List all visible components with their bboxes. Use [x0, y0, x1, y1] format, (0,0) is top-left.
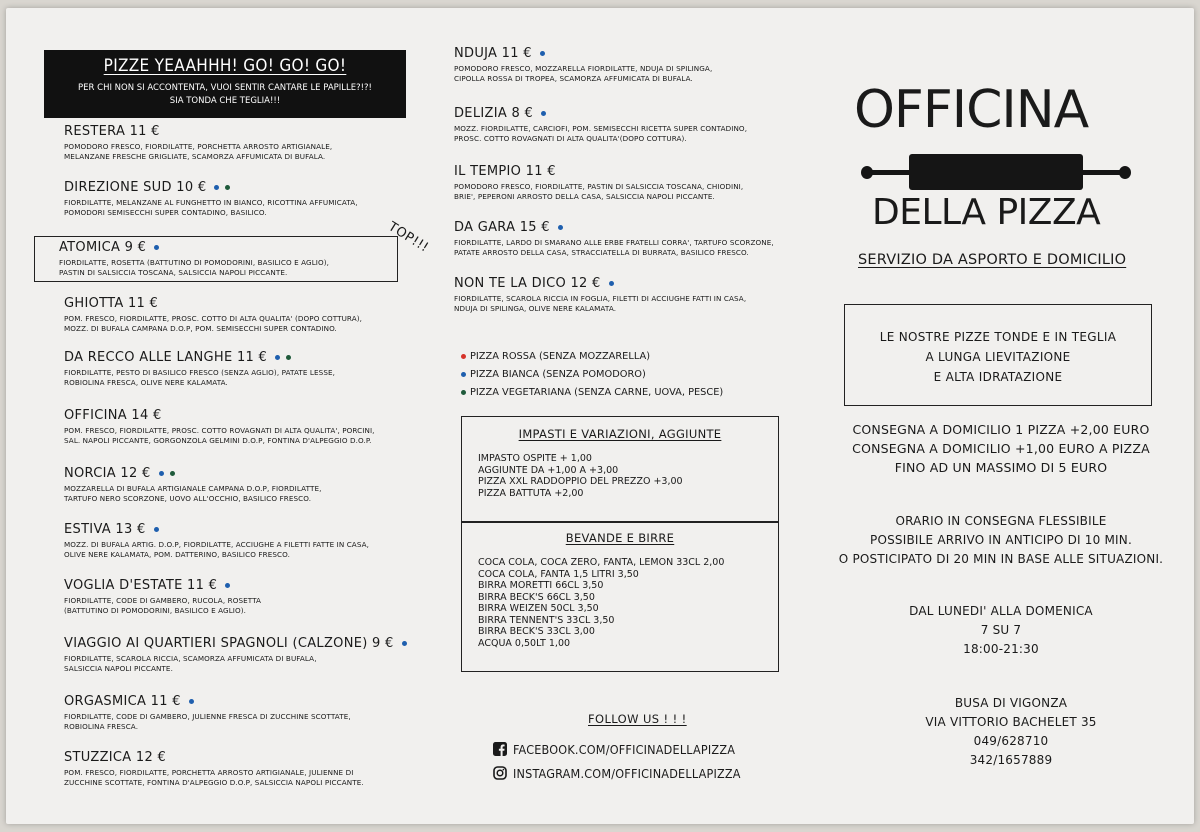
pizza-description: POMODORO FRESCO, FIORDILATTE, PASTIN DI SALSICCIA TOSCANA, CHIODINI,	[454, 182, 744, 191]
pizza-name: ATOMICA 9 €	[59, 240, 389, 255]
pizza-item	[64, 408, 454, 446]
drinks-line: BIRRA TENNENT'S 33CL 3,50	[478, 614, 615, 626]
pizza-description: POMODORO FRESCO, MOZZARELLA FIORDILATTE, NDUJA DI SPILINGA,	[454, 64, 713, 73]
extras-line: PIZZA XXL RADDOPPIO DEL PREZZO +3,00	[478, 476, 683, 487]
pizza-type-dot-icon	[225, 583, 230, 588]
pizza-description: POM. FRESCO, FIORDILATTE, PORCHETTA ARROSTO ARTIGIANALE, JULIENNE DI	[64, 768, 354, 777]
pizza-item	[64, 694, 454, 732]
legend-item-bianca: PIZZA BIANCA (SENZA POMODORO)	[461, 366, 723, 384]
pizza-type-dot-icon	[159, 471, 164, 476]
pizza-name: OFFICINA 14 €	[64, 408, 162, 423]
pizza-description: POMODORI SEMISECCHI SUPER CONTADINO, BASILICO.	[64, 208, 267, 217]
schedule-line: O POSTICIPATO DI 20 MIN IN BASE ALLE SITUAZIONI.	[838, 552, 1164, 566]
pizza-name: NDUJA 11 €	[454, 46, 844, 61]
pizza-name: VIAGGIO AI QUARTIERI SPAGNOLI (CALZONE) 9 €	[64, 636, 454, 651]
pizza-description: PATATE ARROSTO DELLA CASA, STRACCIATELLA DI BURRATA, BASILICO FRESCO.	[454, 248, 749, 257]
header-banner	[44, 50, 406, 118]
pizza-description: FIORDILATTE, ROSETTA (BATTUTINO DI POMODORINI, BASILICO E AGLIO),	[59, 258, 330, 267]
pizza-type-dot-icon	[540, 51, 545, 56]
facebook-icon	[493, 742, 507, 756]
pizza-description: FIORDILATTE, CODE DI GAMBERO, JULIENNE FRESCA DI ZUCCHINE SCOTTATE,	[64, 712, 351, 721]
delivery-info	[836, 420, 1166, 477]
pizza-description: MOZZ. DI BUFALA ARTIG. D.O.P, FIORDILATTE, ACCIUGHE A FILETTI FATTE IN CASA,	[64, 540, 370, 549]
extras-line: PIZZA BATTUTA +2,00	[478, 487, 584, 499]
pizza-name: GHIOTTA 11 €	[64, 296, 159, 311]
pizza-item	[64, 466, 454, 504]
hours-line: 18:00-21:30	[963, 642, 1039, 656]
delivery-line: CONSEGNA A DOMICILIO +1,00 EURO A PIZZA	[852, 441, 1150, 456]
delivery-line: FINO AD UN MASSIMO DI 5 EURO	[894, 460, 1108, 475]
pizza-type-dot-icon	[286, 355, 291, 360]
pizza-item	[64, 350, 454, 388]
pizza-type-dot-icon	[189, 699, 194, 704]
extras-box	[461, 416, 779, 522]
pizza-item	[454, 46, 844, 84]
delivery-line: CONSEGNA A DOMICILIO 1 PIZZA +2,00 EURO	[852, 422, 1150, 437]
pizza-name: IL TEMPIO 11 €	[454, 164, 556, 179]
info-line: A LUNGA LIEVITAZIONE	[925, 350, 1071, 364]
pizza-description: PASTIN DI SALSICCIA TOSCANA, SALSICCIA NAPOLI PICCANTE.	[59, 268, 288, 277]
schedule-line: POSSIBILE ARRIVO IN ANTICIPO DI 10 MIN.	[870, 533, 1132, 547]
blue-dot-icon	[461, 372, 466, 377]
pizza-description: FIORDILATTE, PESTO DI BASILICO FRESCO (SENZA AGLIO), PATATE LESSE,	[64, 368, 336, 377]
green-dot-icon	[461, 390, 466, 395]
address-street: VIA VITTORIO BACHELET 35	[925, 715, 1097, 729]
pizza-description: MOZZARELLA DI BUFALA ARTIGIANALE CAMPANA D.O.P, FIORDILATTE,	[64, 484, 322, 493]
pizza-description: ZUCCHINE SCOTTATE, FONTINA D'ALPEGGIO D.O.P, SALSICCIA NAPOLI PICCANTE.	[64, 778, 364, 787]
top-stamp: TOP!!!	[385, 219, 432, 256]
drinks-title: BEVANDE E BIRRE	[565, 531, 675, 545]
drinks-line: BIRRA MORETTI 66CL 3,50	[478, 580, 604, 591]
service-heading: SERVIZIO DA ASPORTO E DOMICILIO	[858, 252, 1127, 268]
extras-title: IMPASTI E VARIAZIONI, AGGIUNTE	[518, 427, 722, 441]
address-town: BUSA DI VIGONZA	[954, 696, 1068, 710]
pizza-name: NORCIA 12 €	[64, 466, 454, 481]
dough-info-box	[844, 304, 1152, 406]
menu-sheet	[6, 8, 1194, 824]
pizza-item	[64, 522, 454, 560]
pizza-description: SAL. NAPOLI PICCANTE, GORGONZOLA GELMINI D.O.P, FONTINA D'ALPEGGIO D.O.P.	[64, 436, 372, 445]
pizza-description: POM. FRESCO, FIORDILATTE, PROSC. COTTO DI ALTA QUALITA' (DOPO COTTURA),	[64, 314, 363, 323]
drinks-line: BIRRA WEIZEN 50CL 3,50	[478, 603, 599, 614]
pizza-item	[64, 124, 454, 162]
pizza-name: RESTERA 11 €	[64, 124, 160, 139]
banner-title: PIZZE YEAAHHH! GO! GO! GO!	[103, 56, 347, 76]
pizza-name: DELIZIA 8 €	[454, 106, 844, 121]
pizza-description: POMODORO FRESCO, FIORDILATTE, PORCHETTA ARROSTO ARTIGIANALE,	[64, 142, 333, 151]
pizza-description: OLIVE NERE KALAMATA, POM. DATTERINO, BASILICO FRESCO.	[64, 550, 290, 559]
pizza-item	[64, 750, 454, 788]
pizza-description: ROBIOLINA FRESCA.	[64, 722, 139, 731]
pizza-description: MELANZANE FRESCHE GRIGLIATE, SCAMORZA AFFUMICATA DI BUFALA.	[64, 152, 326, 161]
pizza-column-left	[44, 50, 424, 118]
extras-line: IMPASTO OSPITE + 1,00	[478, 453, 592, 464]
drinks-line: BIRRA BECK'S 66CL 3,50	[478, 591, 595, 603]
drinks-line: COCA COLA, FANTA 1,5 LITRI 3,50	[478, 568, 639, 580]
pizza-type-dot-icon	[214, 185, 219, 190]
pizza-description: FIORDILATTE, SCAROLA RICCIA, SCAMORZA AFFUMICATA DI BUFALA,	[64, 654, 317, 663]
drinks-box	[461, 522, 779, 672]
pizza-type-dot-icon	[275, 355, 280, 360]
pizza-description: FIORDILATTE, CODE DI GAMBERO, RUCOLA, ROSETTA	[64, 596, 262, 605]
info-line: LE NOSTRE PIZZE TONDE E IN TEGLIA	[879, 330, 1117, 344]
red-dot-icon	[461, 354, 466, 359]
pizza-name: ORGASMICA 11 €	[64, 694, 454, 709]
facebook-link[interactable]: FACEBOOK.COM/OFFICINADELLAPIZZA	[493, 742, 735, 757]
pizza-item	[64, 578, 454, 616]
hours-line: DAL LUNEDI' ALLA DOMENICA	[909, 604, 1093, 618]
pizza-type-dot-icon	[154, 527, 159, 532]
logo-title: OFFICINA	[854, 80, 1089, 140]
logo-subtitle: DELLA PIZZA	[872, 192, 1101, 233]
pizza-item	[64, 180, 454, 218]
pizza-item	[64, 296, 454, 334]
pizza-type-dot-icon	[558, 225, 563, 230]
follow-us-heading: FOLLOW US ! ! !	[588, 712, 687, 726]
pizza-name: DA RECCO ALLE LANGHE 11 €	[64, 350, 454, 365]
pizza-description: FIORDILATTE, MELANZANE AL FUNGHETTO IN BIANCO, RICOTTINA AFFUMICATA,	[64, 198, 358, 207]
schedule-line: ORARIO IN CONSEGNA FLESSIBILE	[895, 514, 1107, 528]
pizza-name: DIREZIONE SUD 10 €	[64, 180, 454, 195]
pizza-item	[454, 164, 844, 202]
pizza-description: ROBIOLINA FRESCA, OLIVE NERE KALAMATA.	[64, 378, 228, 387]
instagram-icon	[493, 766, 507, 780]
pizza-description: FIORDILATTE, LARDO DI SMARANO ALLE ERBE FRATELLI CORRA', TARTUFO SCORZONE,	[454, 238, 774, 247]
pizza-description: CIPOLLA ROSSA DI TROPEA, SCAMORZA AFFUMICATA DI BUFALA.	[454, 74, 693, 83]
pizza-type-dot-icon	[402, 641, 407, 646]
pizza-name: DA GARA 15 €	[454, 220, 844, 235]
pizza-type-dot-icon	[170, 471, 175, 476]
pizza-description: FIORDILATTE, SCAROLA RICCIA IN FOGLIA, FILETTI DI ACCIUGHE FATTI IN CASA,	[454, 294, 747, 303]
pizza-name: VOGLIA D'ESTATE 11 €	[64, 578, 454, 593]
info-line: E ALTA IDRATAZIONE	[933, 370, 1063, 384]
pizza-item	[454, 220, 844, 258]
pizza-item	[454, 276, 844, 314]
pizza-description: (BATTUTINO DI POMODORINI, BASILICO E AGLIO).	[64, 606, 247, 615]
pizza-item	[454, 106, 844, 144]
pizza-description: BRIE', PEPERONI ARROSTO DELLA CASA, SALSICCIA NAPOLI PICCANTE.	[454, 192, 715, 201]
pizza-type-dot-icon	[609, 281, 614, 286]
pizza-description: TARTUFO NERO SCORZONE, UOVO ALL'OCCHIO, BASILICO FRESCO.	[64, 494, 312, 503]
drinks-line: COCA COLA, COCA ZERO, FANTA, LEMON 33CL 2,00	[478, 557, 725, 568]
drinks-line: ACQUA 0,50LT 1,00	[478, 637, 571, 649]
legend-item-rossa: PIZZA ROSSA (SENZA MOZZARELLA)	[461, 348, 723, 366]
banner-line-2: SIA TONDA CHE TEGLIA!!!	[169, 96, 281, 106]
schedule-info	[836, 512, 1166, 569]
pizza-item	[64, 636, 454, 674]
pizza-name: NON TE LA DICO 12 €	[454, 276, 844, 291]
pizza-type-dot-icon	[225, 185, 230, 190]
pizza-description: POM. FRESCO, FIORDILATTE, PROSC. COTTO ROVAGNATI DI ALTA QUALITA', PORCINI,	[64, 426, 375, 435]
legend	[461, 348, 723, 402]
pizza-description: NDUJA DI SPILINGA, OLIVE NERE KALAMATA.	[454, 304, 617, 313]
phone-number: 049/628710	[973, 734, 1049, 748]
pizza-description: SALSICCIA NAPOLI PICCANTE.	[64, 664, 173, 673]
extras-line: AGGIUNTE DA +1,00 A +3,00	[478, 464, 619, 476]
pizza-description: PROSC. COTTO ROVAGNATI DI ALTA QUALITA'(DOPO COTTURA).	[454, 134, 687, 143]
mobile-number: 342/1657889	[969, 753, 1053, 767]
pizza-name: STUZZICA 12 €	[64, 750, 167, 765]
pizza-description: MOZZ. DI BUFALA CAMPANA D.O.P, POM. SEMISECCHI SUPER CONTADINO.	[64, 324, 337, 333]
instagram-link[interactable]: INSTAGRAM.COM/OFFICINADELLAPIZZA	[493, 766, 741, 781]
pizza-item	[34, 236, 398, 282]
pizza-name: ESTIVA 13 €	[64, 522, 454, 537]
address-block	[846, 694, 1176, 770]
drinks-line: BIRRA BECK'S 33CL 3,00	[478, 626, 595, 637]
rolling-pin-icon	[861, 152, 1131, 192]
opening-hours	[836, 602, 1166, 659]
pizza-type-dot-icon	[154, 245, 159, 250]
legend-item-vegetariana: PIZZA VEGETARIANA (SENZA CARNE, UOVA, PESCE)	[461, 384, 723, 402]
banner-line-1: PER CHI NON SI ACCONTENTA, VUOI SENTIR CANTARE LE PAPILLE?!?!	[78, 83, 372, 93]
hours-line: 7 SU 7	[980, 623, 1022, 637]
pizza-type-dot-icon	[541, 111, 546, 116]
pizza-description: MOZZ. FIORDILATTE, CARCIOFI, POM. SEMISECCHI RICETTA SUPER CONTADINO,	[454, 124, 748, 133]
